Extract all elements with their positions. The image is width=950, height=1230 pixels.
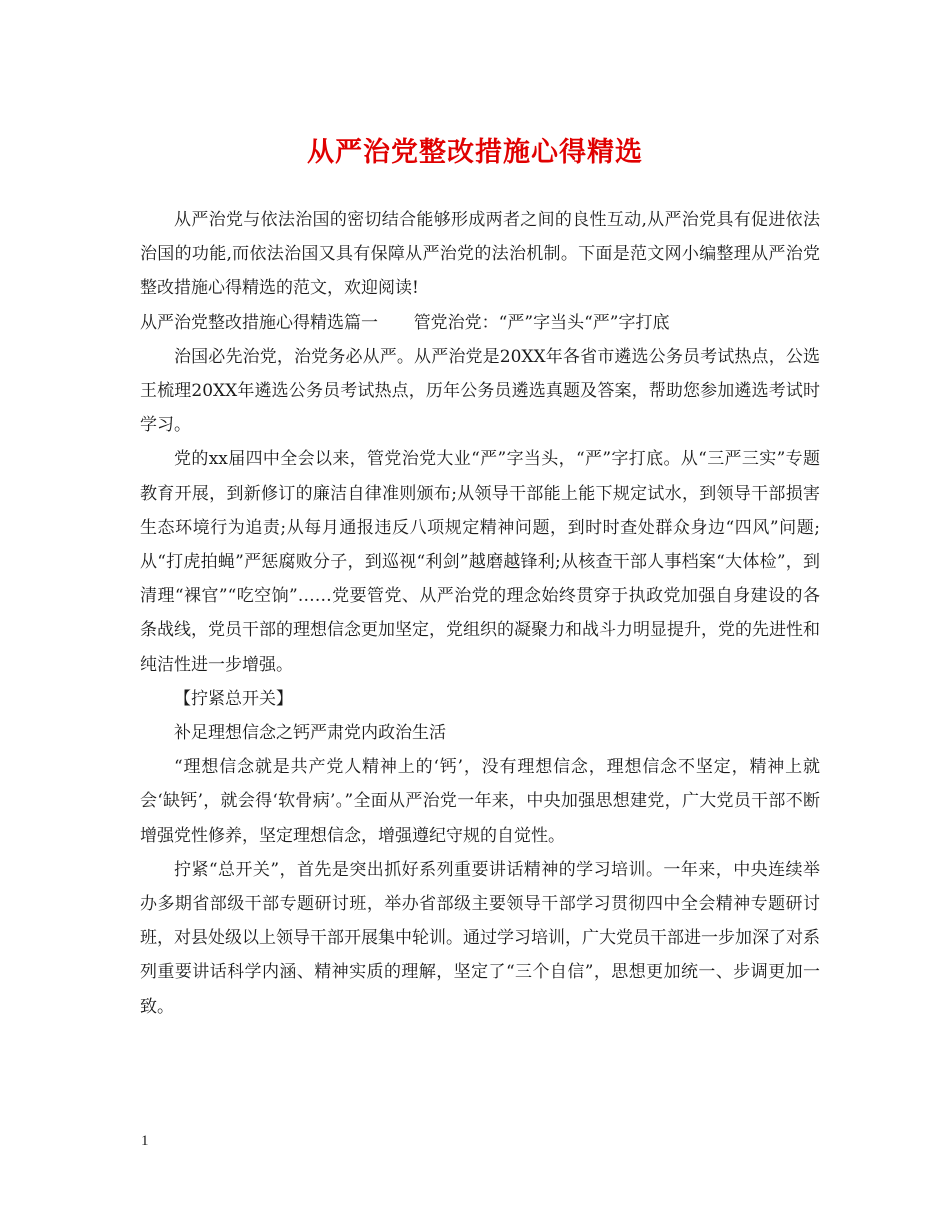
section-heading <box>140 306 820 340</box>
document-body <box>140 203 820 1024</box>
section-heading-right: 管党治党：“严”字当头“严”字打底 <box>413 312 670 333</box>
body-paragraph: 拧紧“总开关”，首先是突出抓好系列重要讲话精神的学习培训。一年来，中央连续举办多期省部级干部专题研讨班，举办省部级主要领导干部学习贯彻四中全会精神专题研讨班，对县处级以上领导干部开展集中轮训。通过学习培训，广大党员干部进一步加深了对系列重要讲话科学内涵、精神实质的理解，坚定了“三个自信”，思想更加统一、步调更加一致。 <box>140 859 820 1017</box>
body-paragraph: “理想信念就是共产党人精神上的‘钙’，没有理想信念，理想信念不坚定，精神上就会‘缺钙’，就会得‘软骨病’。”全面从严治党一年来，中央加强思想建党，广大党员干部不断增强党性修养，坚定理想信念，增强遵纪守规的自觉性。 <box>140 757 820 846</box>
intro-paragraph: 从严治党与依法治国的密切结合能够形成两者之间的良性互动,从严治党具有促进依法治国的功能,而依法治国又具有保障从严治党的法治机制。下面是范文网小编整理从严治党整改措施心得精选的范文，欢迎阅读! <box>140 210 820 299</box>
body-paragraph: 治国必先治党，治党务必从严。从严治党是20XX年各省市遴选公务员考试热点，公选王梳理20XX年遴选公务员考试热点，历年公务员遴选真题及答案，帮助您参加遴选考试时学习。 <box>140 346 820 436</box>
page-number: 1 <box>141 1133 149 1149</box>
document-title: 从严治党整改措施心得精选 <box>307 137 643 168</box>
section-heading-left: 从严治党整改措施心得精选篇一 <box>140 312 378 333</box>
subheading: 补足理想信念之钙严肃党内政治生活 <box>174 723 446 744</box>
body-paragraph: 党的xx届四中全会以来，管党治党大业“严”字当头，“严”字打底。从“三严三实”专题教育开展，到新修订的廉洁自律准则颁布;从领导干部能上能下规定试水，到领导干部损害生态环境行为追责;从每月通报违反八项规定精神问题，到时时查处群众身边“四风”问题;从“打虎拍蝇”严惩腐败分子，到巡视“利剑”越磨越锋利;从核查干部人事档案“大体检”，到清理“裸官”“吃空饷”……党要管党、从严治党的理念始终贯穿于执政党加强自身建设的各条战线，党员干部的理想信念更加坚定，党组织的凝聚力和战斗力明显提升，党的先进性和纯洁性进一步增强。 <box>140 449 820 675</box>
subheading-bracketed: 【拧紧总开关】 <box>174 688 293 709</box>
